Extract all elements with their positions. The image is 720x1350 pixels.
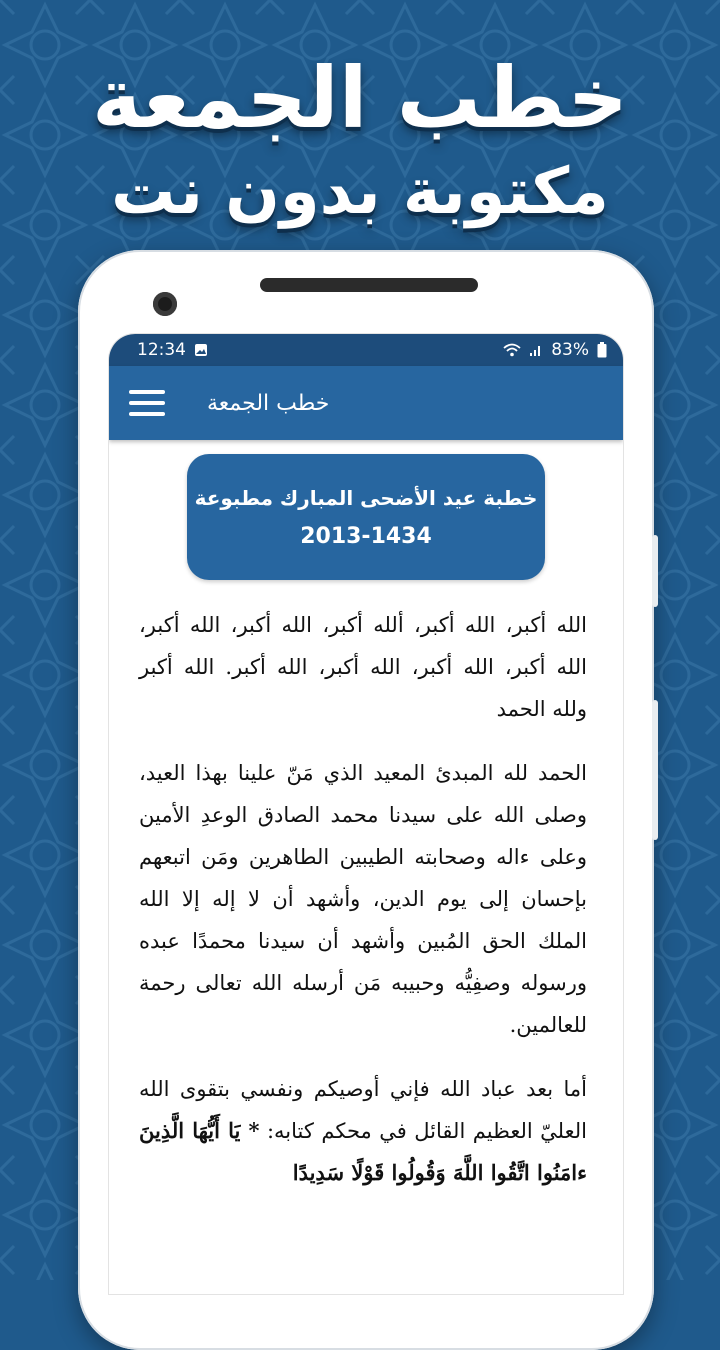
sermon-title-card	[187, 454, 545, 580]
promo-subtitle: مكتوبة بدون نت	[111, 155, 609, 229]
signal-icon	[529, 343, 543, 357]
phone-side-button	[652, 535, 658, 607]
hamburger-menu-icon[interactable]	[129, 390, 165, 416]
sermon-paragraph-intro: أما بعد عباد الله فإني أوصيكم ونفسي بتقوى الله العليّ العظيم القائل في محكم كتابه:	[139, 1077, 587, 1143]
app-title: خطب الجمعة	[207, 390, 330, 416]
sermon-title: خطبة عيد الأضحى المبارك مطبوعة	[194, 486, 538, 510]
phone-side-button	[652, 700, 658, 840]
battery-percent: 83%	[551, 340, 589, 360]
phone-screen	[109, 334, 623, 1294]
wifi-icon	[503, 343, 521, 357]
sermon-paragraph	[139, 1068, 587, 1194]
quran-verse: * يَا أَيُّهَا الَّذِينَ ءامَنُوا اتَّقُوا اللَّهَ وَقُولُوا قَوْلًا سَدِيدًا	[139, 1118, 587, 1185]
status-time: 12:34	[137, 340, 186, 360]
phone-speaker	[260, 278, 478, 292]
sermon-paragraph: الحمد لله المبدئ المعيد الذي مَنّ علينا بهذا العيد، وصلى الله على سيدنا محمد الصادق الوعدِ الأمين وعلى ءاله وصحابته الطيبين الطاهرين ومَن اتبعهم بإحسان إلى يوم الدين، وأشهد أن لا إله إلا الله الملك الحق المُبين وأشهد أن سيدنا محمدًا عبده ورسوله وصفِيُّه وحبيبه مَن أرسله الله تعالى رحمة للعالمين.	[139, 761, 587, 1037]
sermon-content	[109, 440, 623, 1194]
camera-icon	[153, 292, 177, 316]
sermon-paragraph: الله أكبر، الله أكبر، ألله أكبر، الله أكبر، الله أكبر، الله أكبر، الله أكبر، الله أكبر، الله أكبر. الله أكبر ولله الحمد	[139, 613, 587, 721]
sermon-text	[109, 604, 623, 1194]
image-icon	[194, 343, 208, 357]
status-bar	[109, 334, 623, 366]
promo-title: خطب الجمعة	[91, 49, 629, 147]
app-bar	[109, 366, 623, 440]
sermon-year: 2013-1434	[300, 524, 432, 549]
battery-icon	[597, 342, 607, 358]
